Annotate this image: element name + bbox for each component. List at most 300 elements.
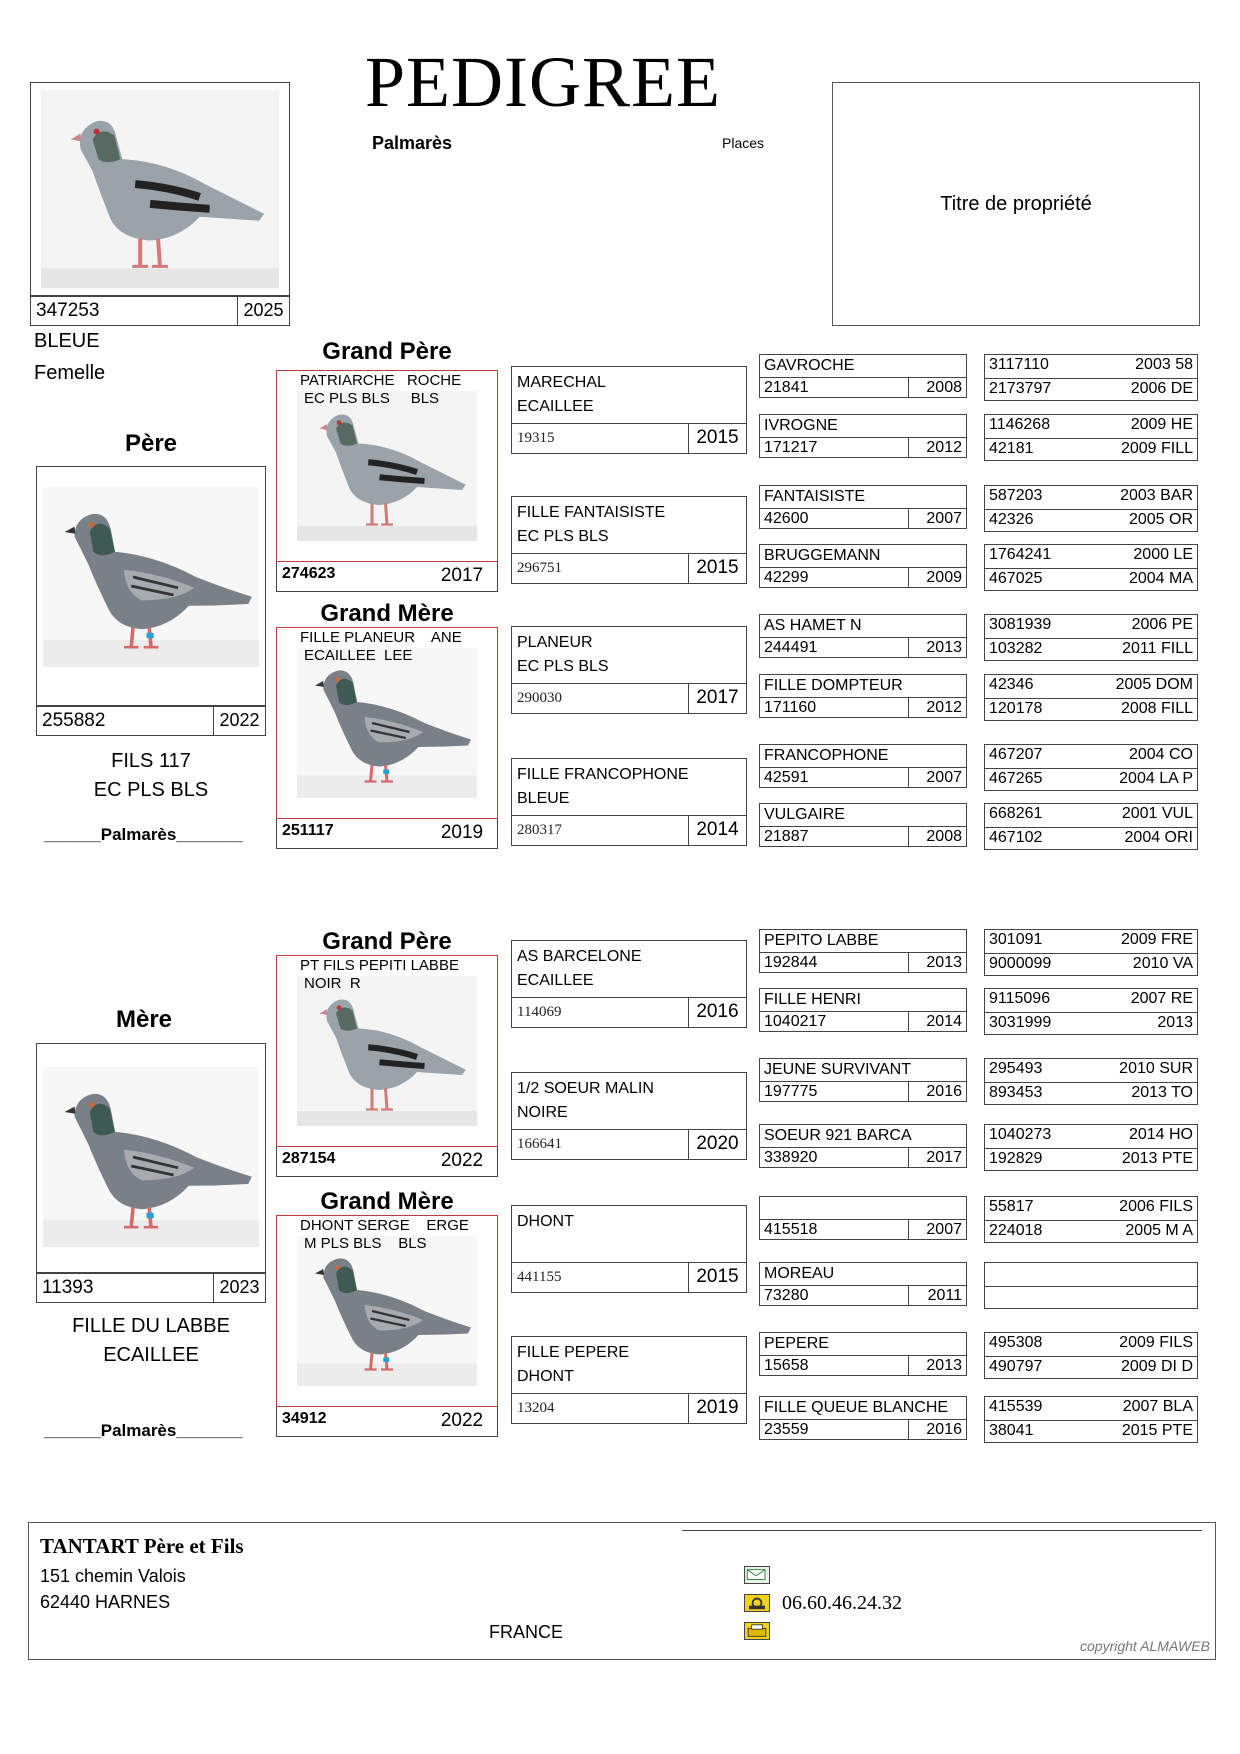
- ancestor-gen5-line: [985, 415, 1197, 438]
- ancestor-gen5-info: 2004 ORI: [1124, 829, 1193, 846]
- ancestor-gen5-box: [984, 614, 1198, 661]
- ancestor-gen5-ring: 415539: [989, 1398, 1043, 1415]
- ancestor-gen5-line: [985, 1420, 1197, 1443]
- ancestor-gen5-info: 2001 VUL: [1121, 805, 1193, 822]
- grandparent-ring: 251117: [282, 822, 334, 839]
- great-grandparent-box: [511, 366, 747, 454]
- ancestor-gen4-name: FILLE HENRI: [760, 989, 966, 1012]
- ancestor-gen5-info: 2009 DI D: [1120, 1358, 1193, 1375]
- ancestor-gen4-year: 2007: [908, 768, 966, 787]
- ancestor-gen5-box: [984, 988, 1198, 1035]
- ancestor-gen4-name: VULGAIRE: [760, 804, 966, 827]
- ancestor-gen4-name: BRUGGEMANN: [760, 545, 966, 568]
- great-grandparent-ring: 19315: [517, 430, 555, 446]
- great-grandparent-ring: 290030: [517, 690, 562, 706]
- ancestor-gen4-name: IVROGNE: [760, 415, 966, 438]
- grandparent-name: PATRIARCHE ROCHE: [300, 372, 462, 389]
- ancestor-gen4-year: 2013: [908, 1356, 966, 1375]
- ancestor-gen4-year: 2013: [908, 638, 966, 657]
- ancestor-gen5-ring: 103282: [989, 640, 1043, 657]
- grandparent-ring: 287154: [282, 1150, 336, 1167]
- grandparent-ring: 34912: [282, 1410, 327, 1427]
- ancestor-gen5-line: [985, 1059, 1197, 1082]
- grandparent-ring: 274623: [282, 565, 336, 582]
- ancestor-gen5-info: 2003 58: [1135, 356, 1193, 373]
- ancestor-gen5-info: 2008 FILL: [1120, 700, 1193, 717]
- grandparent-ring-row: [276, 1147, 498, 1177]
- ancestor-gen5-info: 2005 M A: [1125, 1222, 1193, 1239]
- great-grandparent-name: [512, 1337, 746, 1393]
- grandparent-year: 2022: [440, 1150, 484, 1171]
- great-grandparent-name: [512, 497, 746, 553]
- ancestor-gen5-box: [984, 485, 1198, 532]
- father-ring-row: [36, 706, 266, 736]
- ancestor-gen4-year: 2009: [908, 568, 966, 587]
- ancestor-gen4-box: [759, 414, 967, 458]
- great-grandparent-name: [512, 1206, 746, 1262]
- ancestor-gen4-box: [759, 1262, 967, 1306]
- grandparent-color: EC PLS BLS BLS: [304, 390, 440, 407]
- great-grandparent-ring: 166641: [517, 1136, 562, 1152]
- ancestor-gen5-line: [985, 1397, 1197, 1420]
- ancestor-gen4-box: [759, 544, 967, 588]
- ancestor-gen5-line: [985, 989, 1197, 1012]
- grandparent-color: NOIR R: [304, 975, 361, 992]
- mother-palmares: ______Palmarès_______: [44, 1421, 243, 1440]
- great-grandparent-color: EC PLS BLS: [517, 528, 609, 545]
- ancestor-gen4-name: FILLE QUEUE BLANCHE: [760, 1397, 966, 1420]
- breeder-name: TANTART Père et Fils: [40, 1534, 244, 1558]
- ancestor-gen5-line: [985, 953, 1197, 976]
- ancestor-gen5-ring: 3117110: [989, 356, 1049, 373]
- ancestor-gen5-info: 2003 BAR: [1120, 487, 1193, 504]
- ancestor-gen4-year: 2007: [908, 1220, 966, 1239]
- great-grandparent-ring-row: [512, 1262, 746, 1292]
- ancestor-gen5-ring: 42181: [989, 440, 1034, 457]
- ancestor-gen5-info: 2009 FILL: [1120, 440, 1193, 457]
- ancestor-gen5-ring: 9115096: [989, 990, 1051, 1007]
- subject-pigeon-photo: [41, 89, 279, 289]
- great-grandparent-color: EC PLS BLS: [517, 658, 609, 675]
- grandparent-label: Grand Mère: [320, 600, 454, 627]
- ancestor-gen5-line: [985, 1148, 1197, 1171]
- ancestor-gen5-info: 2006 PE: [1131, 616, 1193, 633]
- ancestor-gen4-ring: 192844: [764, 954, 818, 971]
- breeder-country: FRANCE: [489, 1622, 564, 1642]
- ancestor-gen5-info: 2013 PTE: [1121, 1150, 1193, 1167]
- ancestor-gen5-box: [984, 929, 1198, 976]
- ancestor-gen4-name: [760, 1197, 966, 1220]
- ancestor-gen4-ring: 171160: [764, 699, 817, 716]
- ancestor-gen4-box: [759, 1058, 967, 1102]
- ancestor-gen5-info: 2011 FILL: [1122, 640, 1193, 657]
- ancestor-gen5-line: [985, 930, 1197, 953]
- ancestor-gen5-line: [985, 1263, 1197, 1286]
- great-grandparent-ring-row: [512, 423, 746, 453]
- father-name: FILS 117: [111, 750, 191, 772]
- ancestor-gen4-ring: 338920: [764, 1149, 818, 1166]
- ancestor-gen5-info: 2005 DOM: [1115, 676, 1193, 693]
- father-pigeon-photo: [43, 487, 259, 667]
- ancestor-gen5-line: [985, 768, 1197, 791]
- ancestor-gen4-year: 2008: [908, 827, 966, 846]
- ancestor-gen4-box: [759, 744, 967, 788]
- ancestor-gen4-ring: 42591: [764, 769, 809, 786]
- ancestor-gen5-line: [985, 1356, 1197, 1379]
- ancestor-gen4-year: 2016: [908, 1420, 966, 1439]
- great-grandparent-box: [511, 496, 747, 584]
- ancestor-gen4-ring: 244491: [764, 639, 818, 656]
- great-grandparent-year: 2014: [688, 816, 746, 845]
- ancestor-gen5-ring: 3081939: [989, 616, 1052, 633]
- ancestor-gen5-info: 2015 PTE: [1121, 1422, 1193, 1439]
- ancestor-gen5-ring: 42346: [989, 676, 1034, 693]
- mother-label: Mère: [115, 1006, 173, 1033]
- ancestor-gen5-ring: 467025: [989, 570, 1043, 587]
- breeder-phone: 06.60.46.24.32: [782, 1592, 902, 1614]
- grandparent-year: 2022: [440, 1410, 484, 1431]
- page-title: PEDIGREE: [365, 42, 721, 122]
- ancestor-gen5-box: [984, 1124, 1198, 1171]
- great-grandparent-ring-row: [512, 997, 746, 1027]
- ancestor-gen4-ring-row: [760, 768, 966, 787]
- ancestor-gen4-box: [759, 1124, 967, 1168]
- ancestor-gen5-line: [985, 1012, 1197, 1035]
- ancestor-gen5-ring: 192829: [989, 1150, 1043, 1167]
- great-grandparent-box: [511, 940, 747, 1028]
- ancestor-gen4-year: 2017: [908, 1148, 966, 1167]
- ancestor-gen5-box: [984, 803, 1198, 850]
- ancestor-gen5-ring: 893453: [989, 1084, 1043, 1101]
- ancestor-gen5-line: [985, 1333, 1197, 1356]
- great-grandparent-name-line: FILLE FANTAISISTE: [517, 504, 666, 521]
- title-of-ownership-label: Titre de propriété: [940, 193, 1092, 215]
- ancestor-gen5-ring: 490797: [989, 1358, 1043, 1375]
- fax-icon: [744, 1622, 770, 1640]
- ancestor-gen5-line: [985, 486, 1197, 509]
- great-grandparent-name-line: FILLE PEPERE: [517, 1344, 630, 1361]
- ancestor-gen4-ring-row: [760, 827, 966, 846]
- great-grandparent-name-line: MARECHAL: [517, 374, 606, 391]
- ancestor-gen5-info: 2006 FILS: [1119, 1198, 1193, 1215]
- father-ring: 255882: [42, 710, 106, 731]
- copyright-notice: copyright ALMAWEB: [1080, 1638, 1210, 1654]
- ancestor-gen5-line: [985, 698, 1197, 721]
- ancestor-gen5-box: [984, 354, 1198, 401]
- ancestor-gen4-name: MOREAU: [760, 1263, 966, 1286]
- grandparent-label: Grand Père: [322, 928, 452, 955]
- ancestor-gen5-box: [984, 1332, 1198, 1379]
- ancestor-gen4-year: 2013: [908, 953, 966, 972]
- ancestor-gen5-ring: 587203: [989, 487, 1043, 504]
- ancestor-gen4-year: 2014: [908, 1012, 966, 1031]
- great-grandparent-ring-row: [512, 553, 746, 583]
- subject-sex: Femelle: [34, 362, 106, 384]
- mother-name: FILLE DU LABBE: [72, 1315, 230, 1337]
- great-grandparent-ring-row: [512, 815, 746, 845]
- ancestor-gen4-year: 2007: [908, 509, 966, 528]
- ancestor-gen5-box: [984, 544, 1198, 591]
- grandparent-name: DHONT SERGE ERGE: [300, 1217, 469, 1234]
- great-grandparent-year: 2015: [688, 424, 746, 453]
- ancestor-gen5-line: [985, 545, 1197, 568]
- ancestor-gen4-year: 2016: [908, 1082, 966, 1101]
- great-grandparent-year: 2015: [688, 554, 746, 583]
- ancestor-gen5-box: [984, 1058, 1198, 1105]
- great-grandparent-year: 2017: [688, 684, 746, 713]
- father-palmares: ______Palmarès_______: [44, 825, 243, 844]
- ancestor-gen4-ring: 21841: [764, 379, 809, 396]
- ancestor-gen5-info: 2009 FILS: [1119, 1334, 1193, 1351]
- ancestor-gen5-info: [1103, 1264, 1193, 1285]
- ancestor-gen4-box: [759, 988, 967, 1032]
- ancestor-gen4-ring: 197775: [764, 1083, 818, 1100]
- ancestor-gen5-ring: 1764241: [989, 546, 1052, 563]
- breeder-city: 62440 HARNES: [40, 1592, 171, 1612]
- great-grandparent-box: [511, 758, 747, 846]
- ancestor-gen5-ring: [989, 1288, 1103, 1308]
- ancestor-gen5-ring: 1146268: [989, 416, 1051, 433]
- ancestor-gen4-box: [759, 674, 967, 718]
- ancestor-gen5-line: [985, 675, 1197, 698]
- ancestor-gen5-line: [985, 1082, 1197, 1105]
- ancestor-gen4-ring-row: [760, 1286, 966, 1305]
- great-grandparent-year: 2015: [688, 1263, 746, 1292]
- ancestor-gen5-line: [985, 1220, 1197, 1243]
- ancestor-gen5-box: [984, 744, 1198, 791]
- great-grandparent-box: [511, 1336, 747, 1424]
- ancestor-gen5-info: 2009 FRE: [1120, 931, 1193, 948]
- ancestor-gen5-ring: 38041: [989, 1422, 1034, 1439]
- great-grandparent-name: [512, 367, 746, 423]
- ancestor-gen5-line: [985, 804, 1197, 827]
- grandparent-label: Grand Père: [322, 338, 452, 365]
- breeder-street: 151 chemin Valois: [40, 1566, 186, 1586]
- ancestor-gen5-line: [985, 1286, 1197, 1309]
- ancestor-gen4-ring-row: [760, 378, 966, 397]
- subject-year: 2025: [237, 297, 289, 325]
- grandparent-label: Grand Mère: [320, 1188, 454, 1215]
- ancestor-gen4-name: FRANCOPHONE: [760, 745, 966, 768]
- great-grandparent-year: 2020: [688, 1130, 746, 1159]
- ancestor-gen4-name: PEPITO LABBE: [760, 930, 966, 953]
- subject-ring-row: [30, 296, 290, 326]
- ancestor-gen5-info: 2013 TO: [1131, 1084, 1193, 1101]
- ancestor-gen4-box: [759, 485, 967, 529]
- great-grandparent-name-line: AS BARCELONE: [517, 948, 642, 965]
- ancestor-gen5-info: 2007 BLA: [1122, 1398, 1193, 1415]
- mother-color: ECAILLEE: [103, 1344, 199, 1366]
- father-color: EC PLS BLS: [93, 779, 209, 801]
- ancestor-gen4-box: [759, 614, 967, 658]
- great-grandparent-name-line: FILLE FRANCOPHONE: [517, 766, 689, 783]
- ancestor-gen5-ring: 1040273: [989, 1126, 1052, 1143]
- ancestor-gen5-ring: 467207: [989, 746, 1043, 763]
- ancestor-gen4-box: [759, 929, 967, 973]
- great-grandparent-year: 2016: [688, 998, 746, 1027]
- grandparent-color: M PLS BLS BLS: [304, 1235, 427, 1252]
- ancestor-gen5-info: [1103, 1288, 1193, 1308]
- subject-ring: 347253: [36, 300, 100, 321]
- ancestor-gen4-year: 2012: [908, 438, 966, 457]
- ancestor-gen5-ring: 467265: [989, 770, 1043, 787]
- grandparent-year: 2019: [440, 822, 484, 843]
- ancestor-gen4-name: SOEUR 921 BARCA: [760, 1125, 966, 1148]
- great-grandparent-color: ECAILLEE: [517, 972, 594, 989]
- great-grandparent-ring: 296751: [517, 560, 562, 576]
- ancestor-gen5-info: 2000 LE: [1133, 546, 1193, 563]
- ancestor-gen5-ring: 55817: [989, 1198, 1034, 1215]
- ancestor-gen4-box: [759, 1332, 967, 1376]
- ancestor-gen5-info: 2009 HE: [1130, 416, 1193, 433]
- subject-color: BLEUE: [34, 330, 100, 352]
- great-grandparent-color: ECAILLEE: [517, 398, 594, 415]
- ancestor-gen4-name: JEUNE SURVIVANT: [760, 1059, 966, 1082]
- ancestor-gen5-info: 2013: [1157, 1014, 1193, 1031]
- ancestor-gen5-line: [985, 1197, 1197, 1220]
- ancestor-gen4-ring-row: [760, 698, 966, 717]
- ancestor-gen4-ring: 73280: [764, 1287, 809, 1304]
- ancestor-gen5-line: [985, 745, 1197, 768]
- ancestor-gen5-box: [984, 1396, 1198, 1443]
- great-grandparent-name-line: PLANEUR: [517, 634, 593, 651]
- great-grandparent-year: 2019: [688, 1394, 746, 1423]
- grandparent-ring-row: [276, 562, 498, 592]
- ancestor-gen4-name: FILLE DOMPTEUR: [760, 675, 966, 698]
- ancestor-gen4-year: 2011: [908, 1286, 966, 1305]
- ancestor-gen5-ring: 495308: [989, 1334, 1043, 1351]
- ancestor-gen5-ring: 224018: [989, 1222, 1043, 1239]
- ancestor-gen4-name: FANTAISISTE: [760, 486, 966, 509]
- ancestor-gen5-info: 2010 VA: [1132, 955, 1193, 972]
- ancestor-gen5-line: [985, 378, 1197, 401]
- ancestor-gen5-line: [985, 638, 1197, 661]
- ancestor-gen4-ring-row: [760, 1012, 966, 1031]
- grandparent-year: 2017: [440, 565, 484, 586]
- great-grandparent-name-line: 1/2 SOEUR MALIN: [517, 1080, 654, 1097]
- grandparent-ring-row: [276, 819, 498, 849]
- ancestor-gen4-ring-row: [760, 438, 966, 457]
- ancestor-gen4-ring-row: [760, 1148, 966, 1167]
- ancestor-gen5-box: [984, 1196, 1198, 1243]
- palmares-heading: Palmarès: [372, 133, 453, 153]
- ancestor-gen4-ring: 171217: [764, 439, 818, 456]
- ancestor-gen5-ring: 42326: [989, 511, 1034, 528]
- ancestor-gen5-line: [985, 827, 1197, 850]
- footer-divider: [682, 1530, 1202, 1531]
- ancestor-gen5-line: [985, 438, 1197, 461]
- ancestor-gen5-box: [984, 674, 1198, 721]
- ancestor-gen5-info: 2007 RE: [1130, 990, 1193, 1007]
- ancestor-gen4-ring-row: [760, 1082, 966, 1101]
- ancestor-gen4-name: PEPERE: [760, 1333, 966, 1356]
- ancestor-gen5-box: [984, 1262, 1198, 1309]
- ancestor-gen4-box: [759, 354, 967, 398]
- great-grandparent-box: [511, 1072, 747, 1160]
- ancestor-gen4-year: 2008: [908, 378, 966, 397]
- ancestor-gen5-info: 2010 SUR: [1119, 1060, 1193, 1077]
- ancestor-gen4-ring-row: [760, 1420, 966, 1439]
- ancestor-gen4-name: AS HAMET N: [760, 615, 966, 638]
- mother-ring: 11393: [42, 1277, 94, 1298]
- places-heading: Places: [722, 135, 765, 151]
- subject-photo-frame: [30, 82, 290, 296]
- ancestor-gen4-ring-row: [760, 1356, 966, 1375]
- ancestor-gen4-box: [759, 803, 967, 847]
- great-grandparent-name: [512, 941, 746, 997]
- ancestor-gen5-info: 2014 HO: [1128, 1126, 1193, 1143]
- mother-year: 2023: [213, 1274, 265, 1302]
- ancestor-gen4-ring-row: [760, 638, 966, 657]
- great-grandparent-ring-row: [512, 683, 746, 713]
- great-grandparent-ring: 441155: [517, 1269, 562, 1285]
- ancestor-gen5-ring: 467102: [989, 829, 1043, 846]
- ancestor-gen5-info: 2004 LA P: [1119, 770, 1193, 787]
- ancestor-gen4-ring-row: [760, 1220, 966, 1239]
- great-grandparent-color: NOIRE: [517, 1104, 568, 1121]
- ancestor-gen5-ring: 301091: [989, 931, 1043, 948]
- great-grandparent-color: BLEUE: [517, 790, 570, 807]
- ancestor-gen5-line: [985, 1125, 1197, 1148]
- great-grandparent-color: DHONT: [517, 1368, 574, 1385]
- ancestor-gen5-ring: 295493: [989, 1060, 1043, 1077]
- ancestor-gen4-ring: 21887: [764, 828, 809, 845]
- ancestor-gen4-ring-row: [760, 568, 966, 587]
- ancestor-gen5-line: [985, 615, 1197, 638]
- ancestor-gen5-ring: [989, 1264, 1103, 1285]
- mail-icon: [744, 1566, 770, 1584]
- ancestor-gen4-ring: 15658: [764, 1357, 809, 1374]
- title-of-ownership-box: [832, 82, 1200, 326]
- great-grandparent-name: [512, 627, 746, 683]
- ancestor-gen4-ring: 1040217: [764, 1013, 827, 1030]
- ancestor-gen4-box: [759, 1396, 967, 1440]
- ancestor-gen5-ring: 668261: [989, 805, 1043, 822]
- ancestor-gen5-ring: 2173797: [989, 380, 1052, 397]
- mother-photo-frame: [36, 1043, 266, 1273]
- ancestor-gen4-name: GAVROCHE: [760, 355, 966, 378]
- great-grandparent-ring: 280317: [517, 822, 562, 838]
- phone-icon: [744, 1594, 770, 1612]
- great-grandparent-name: [512, 1073, 746, 1129]
- mother-pigeon-photo: [43, 1062, 259, 1252]
- ancestor-gen4-ring: 42600: [764, 510, 809, 527]
- ancestor-gen5-info: 2006 DE: [1130, 380, 1193, 397]
- ancestor-gen4-box: [759, 1196, 967, 1240]
- ancestor-gen5-info: 2004 CO: [1128, 746, 1193, 763]
- great-grandparent-ring: 13204: [517, 1400, 555, 1416]
- great-grandparent-name: [512, 759, 746, 815]
- ancestor-gen5-line: [985, 355, 1197, 378]
- father-label: Père: [124, 430, 178, 457]
- grandparent-name: PT FILS PEPITI LABBE: [300, 957, 459, 974]
- ancestor-gen4-ring-row: [760, 509, 966, 528]
- ancestor-gen5-ring: 9000099: [989, 955, 1052, 972]
- father-photo-frame: [36, 466, 266, 706]
- grandparent-ring-row: [276, 1407, 498, 1437]
- mother-ring-row: [36, 1273, 266, 1303]
- ancestor-gen5-info: 2005 OR: [1128, 511, 1193, 528]
- ancestor-gen5-info: 2004 MA: [1128, 570, 1193, 587]
- ancestor-gen5-box: [984, 414, 1198, 461]
- ancestor-gen5-ring: 3031999: [989, 1014, 1052, 1031]
- father-year: 2022: [213, 707, 265, 735]
- great-grandparent-ring-row: [512, 1393, 746, 1423]
- grandparent-name: FILLE PLANEUR ANE: [300, 629, 462, 646]
- ancestor-gen5-line: [985, 509, 1197, 532]
- ancestor-gen4-ring: 415518: [764, 1221, 818, 1238]
- ancestor-gen4-year: 2012: [908, 698, 966, 717]
